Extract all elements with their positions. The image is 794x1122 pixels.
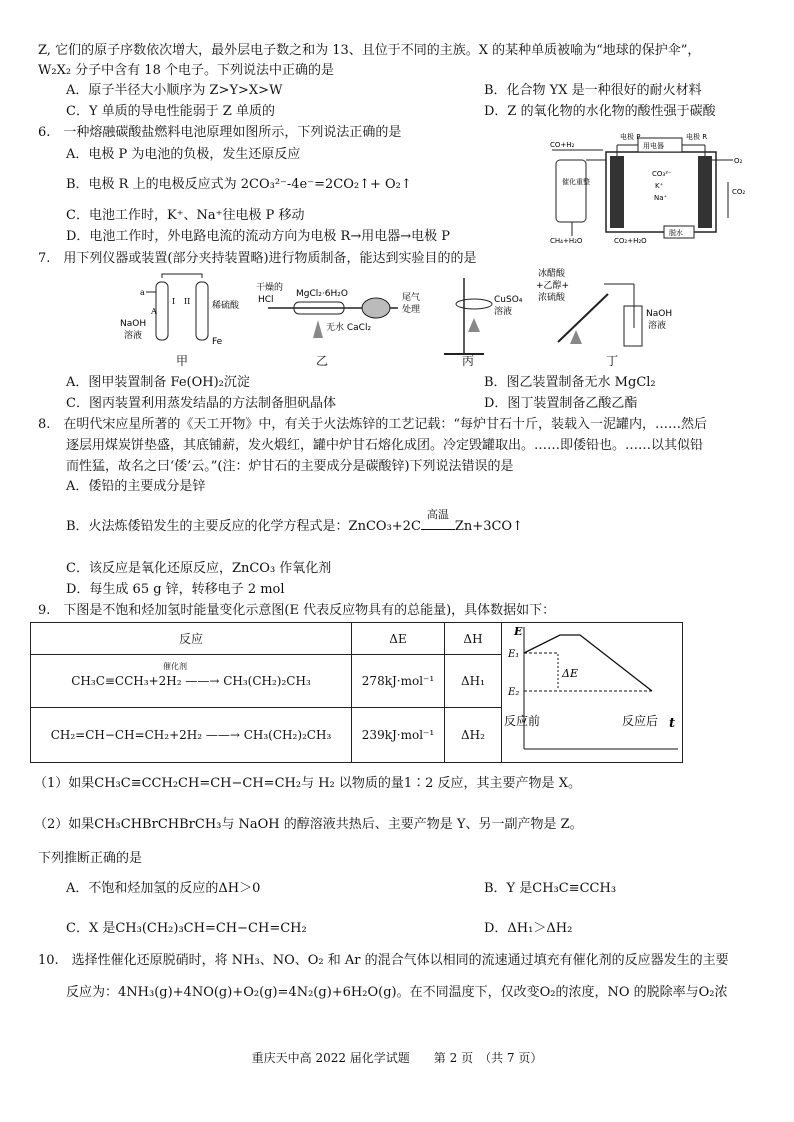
label-a: a [140,288,145,297]
q7-apparatus-figures [118,268,718,366]
q8-line-2: 逐层用煤炭饼垫盛，其底铺薪，发火煅红，罐中炉甘石熔化成团。冷定毁罐取出。……即倭铅也。……以其似铅 [66,438,704,453]
label-fe: Fe [212,337,223,347]
q6-stem: 6. 一种熔融碳酸盐燃料电池原理如图所示，下列说法正确的是 [38,125,402,140]
q8-line-3: 而性猛，故名之曰‘倭’云。”(注：炉甘石的主要成分是碳酸锌)下列说法错误的是 [66,459,514,474]
q9-row1-eq-text: CH₃C≡CCH₃+2H₂ ——→ CH₃(CH₂)₂CH₃ [71,674,311,689]
ion-1: CO₃²⁻ [652,170,672,178]
before-label: 反应前 [504,714,541,728]
q9-row2-equation: CH₂=CH−CH=CH₂+2H₂ ——→ CH₃(CH₂)₂CH₃ [31,708,352,763]
fig-label-yi: 乙 [316,354,329,368]
q9-energy-graph-cell [502,623,683,763]
ion-3: Na⁺ [654,194,668,202]
q9-row1-dh: ΔH₁ [445,655,502,708]
q5-option-a: A．原子半径大小顺序为 Z>Y>X>W [66,83,283,98]
label-cuso4: CuSO₄ [494,295,523,305]
fig-label-jia: 甲 [176,354,189,368]
q9-ask: 下列推断正确的是 [38,851,143,866]
label-hcl: HCl [258,295,274,305]
energy-curve [524,635,652,691]
label-mgcl2: MgCl₂·6H₂O [296,289,348,299]
axis-t-label: t [669,716,676,731]
q9-row1-condition: 催化剂 [163,662,187,672]
e1-label: E₁ [508,649,520,660]
q5-option-d: D．Z 的氧化物的水化物的酸性强于碳酸 [484,104,716,119]
fig-label-bing: 丙 [462,354,475,368]
q8-option-a: A．倭铅的主要成分是锌 [66,479,206,494]
label-h2so4: 浓硫酸 [538,293,566,303]
load-label: 用电器 [643,142,664,150]
label-A: A [151,307,157,316]
elec-r-label: 电极 R [686,133,708,141]
bottom-mid-label: CO₂+H₂O [614,237,647,245]
q7-option-d: D．图丁装置制备乙酸乙酯 [484,396,638,411]
q9-header-dh: ΔH [445,623,502,655]
intro-line-1: Z, 它们的原子序数依次增大，最外层电子数之和为 13、且位于不同的主族。X 的某种单质被喻为“地球的保护伞”， [38,43,701,58]
q8-b-prefix: B．火法炼倭铅发生的主要反应的化学方程式是：ZnCO₃+2C [66,519,421,534]
q9-header-reaction: 反应 [31,623,352,655]
label-II: II [184,297,191,306]
label-naoh: NaOH [120,319,147,329]
fig-label-ding: 丁 [606,354,619,368]
label-acetic: 冰醋酸 [538,269,566,279]
inlet-label: CO+H₂ [550,141,575,149]
q9-row2-dh: ΔH₂ [445,708,502,763]
q8-b-suffix: Zn+3CO↑ [454,519,523,534]
page-footer: 重庆天中高 2022 届化学试题 第 2 页 （共 7 页） [251,1051,543,1065]
delta-e-label: ΔE [562,667,578,680]
q9-option-b: B．Y 是CH₃C≡CCH₃ [484,881,617,896]
q7-option-c: C．图丙装置利用蒸发结晶的方法制备胆矾晶体 [66,396,336,411]
q8-option-c: C．该反应是氧化还原反应，ZnCO₃ 作氧化剂 [66,561,332,576]
label-tail: 尾气 [402,293,421,303]
electrode-r-plate [698,156,712,228]
label-cacl2: 无水 CaCl₂ [326,323,372,333]
q6-option-c: C．电池工作时，K⁺、Na⁺往电极 P 移动 [66,208,305,223]
q8-line-1: 8. 在明代宋应星所著的《天工开物》中，有关于火法炼锌的工艺记载：“每炉甘石十斤，装载入一泥罐内，……然后 [38,417,708,432]
q10-line-2: 反应为：4NH₃(g)+4NO(g)+O₂(g)=4N₂(g)+6H₂O(g)。在不同温度下，仅改变O₂的浓度，NO 的脱除率与O₂浓 [66,985,728,1000]
q6-option-d: D．电池工作时，外电路电流的流动方向为电极 R→用电器→电极 P [66,229,451,244]
q7-stem: 7. 用下列仪器或装置(部分夹持装置略)进行物质制备，能达到实验目的的是 [38,251,477,266]
q10-line-1: 10. 选择性催化还原脱硝时，将 NH₃、NO、O₂ 和 Ar 的混合气体以相同的流速通过填充有催化剂的反应器发生的主要 [38,953,729,968]
dehydration-label: 脱水 [669,229,683,237]
q9-option-c: C．X 是CH₃(CH₂)₃CH=CH−CH=CH₂ [66,921,307,936]
apparatus-ding [536,268,672,346]
elec-p-label: 电极 P [620,133,641,141]
label-acid: 稀硫酸 [212,301,240,311]
label-ding-sol: 溶液 [648,321,667,331]
intro-line-2: W₂X₂ 分子中含有 18 个电子。下列说法中正确的是 [38,63,334,78]
label-dry: 干燥的 [256,283,284,293]
q8-option-b [66,508,523,536]
q9-row2-de: 239kJ·mol⁻¹ [352,708,445,763]
label-I: I [172,297,176,306]
q6-option-b: B．电极 R 上的电极反应式为 2CO₃²⁻-4e⁻=2CO₂↑+ O₂↑ [66,177,412,192]
label-cuso4-sol: 溶液 [494,307,513,317]
q9-table [30,622,683,763]
label-proc: 处理 [402,305,421,315]
bottom-left-label: CH₄+H₂O [550,237,583,245]
q7-option-b: B．图乙装置制备无水 MgCl₂ [484,375,656,390]
q8-b-condition: 高温 [426,508,449,521]
apparatus-yi [256,281,420,338]
q9-option-a: A．不饱和烃加氢的反应的ΔH＞0 [66,881,261,896]
electrode-p-plate [610,156,624,228]
label-ding-naoh: NaOH [646,309,673,319]
reform-label: 催化重整 [562,178,590,186]
e2-label: E₂ [508,687,520,698]
q9-row1-de: 278kJ·mol⁻¹ [352,655,445,708]
fuel-cell-diagram [548,130,748,245]
q9-condition-1: （1）如果CH₃C≡CCH₂CH=CH−CH=CH₂与 H₂ 以物质的量1∶2 反应，其主要产物是 X。 [34,776,581,791]
q6-option-a: A．电极 P 为电池的负极，发生还原反应 [66,147,301,162]
q9-row1-equation [31,655,352,708]
q9-stem: 9. 下图是不饱和烃加氢时能量变化示意图(E 代表反应物具有的总能量)，具体数据如下： [38,603,556,618]
ion-2: K⁺ [655,182,664,190]
co2-label: CO₂ [732,188,746,196]
label-naoh-sol: 溶液 [124,331,143,341]
q9-condition-2: （2）如果CH₃CHBrCHBrCH₃与 NaOH 的醇溶液共热后、主要产物是 Y、另一副产物是 Z。 [34,817,583,832]
q5-option-c: C．Y 单质的导电性能弱于 Z 单质的 [66,104,275,119]
q7-option-a: A．图甲装置制备 Fe(OH)₂沉淀 [66,375,250,390]
apparatus-jia [120,274,240,347]
energy-profile-graph [502,623,682,759]
after-label: 反应后 [622,714,659,728]
q5-option-b: B．化合物 YX 是一种很好的耐火材料 [484,83,702,98]
q8-option-d: D．每生成 65 g 锌，转移电子 2 mol [66,582,285,597]
o2-label: O₂ [734,157,743,165]
axis-e-label: E [514,625,523,638]
q9-header-de: ΔE [352,623,445,655]
label-ethanol: +乙醇+ [536,281,570,291]
apparatus-bing [444,278,523,354]
q9-option-d: D．ΔH₁＞ΔH₂ [484,921,573,936]
